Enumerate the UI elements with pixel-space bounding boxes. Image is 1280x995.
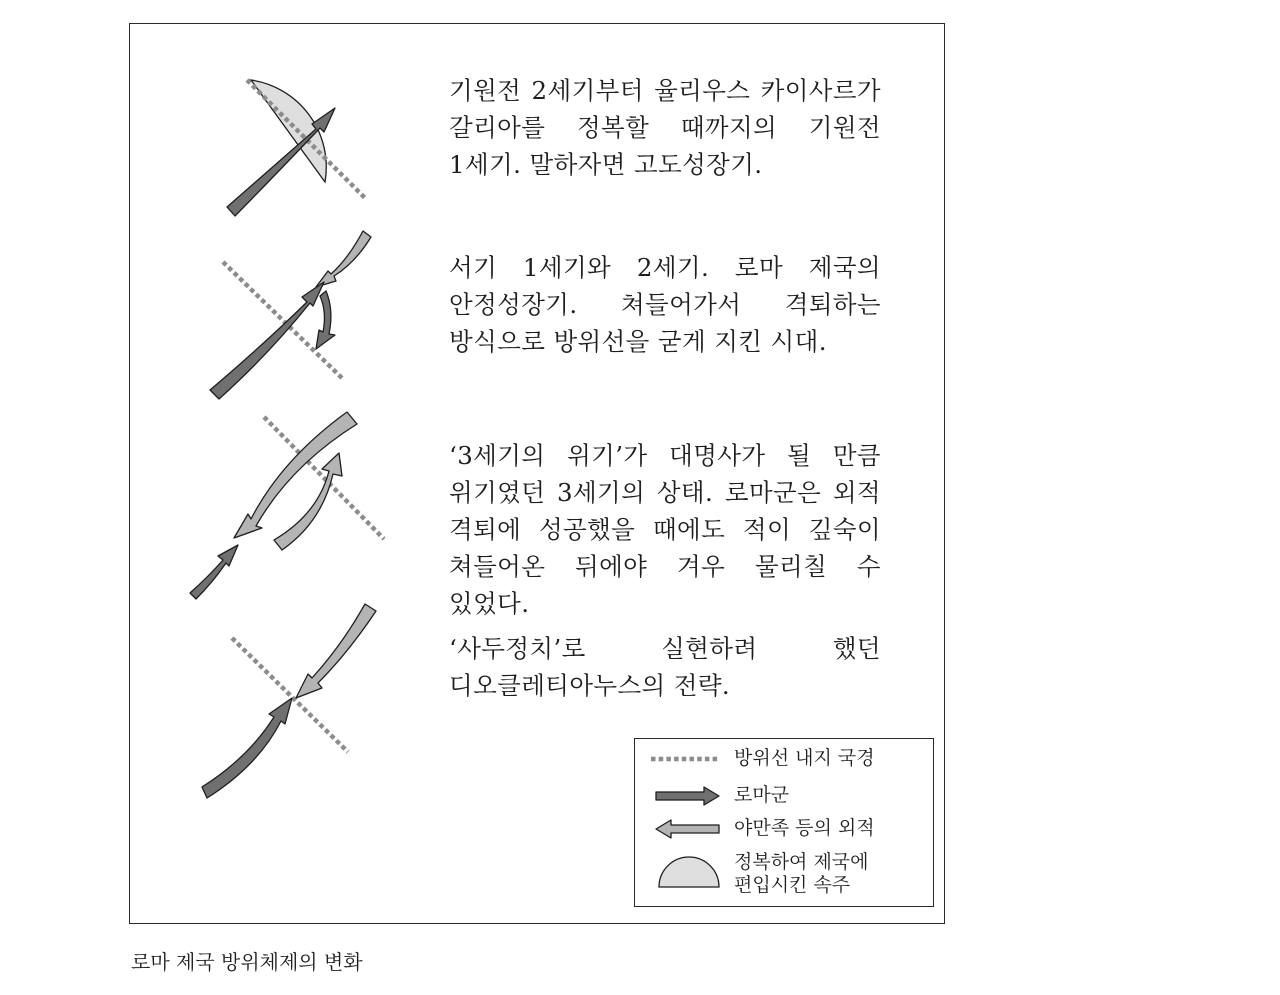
barbarian-arrow	[296, 604, 376, 698]
roman-army-arrow	[210, 282, 324, 399]
stage-2-description: 서기 1세기와 2세기. 로마 제국의 안정성장기. 쳐들어가서 격퇴하는 방식으로 방위선을 굳게 지킨 시대.	[449, 253, 881, 356]
figure-caption: 로마 제국 방위체제의 변화	[131, 950, 363, 974]
roman-repel-arrow	[274, 453, 342, 550]
stage-1-description: 기원전 2세기부터 율리우스 카이사르가 갈리아를 정복할 때까지의 기원전 1세기. 말하자면 고도성장기.	[449, 76, 881, 179]
roman-army-arrow	[190, 545, 238, 599]
stage-2-diagram	[210, 231, 371, 399]
legend-label-province: 정복하여 제국에 편입시킨 속주	[734, 851, 869, 896]
stage-4-diagram	[202, 604, 376, 798]
stage-4-description: ‘사두정치’로 실현하려 했던 디오클레티아누스의 전략.	[449, 634, 881, 700]
stage-3-diagram	[190, 412, 384, 599]
stage-3-description: ‘3세기의 위기’가 대명사가 될 만큼 위기였던 3세기의 상태. 로마군은 외적 격퇴에 성공했을 때에도 적이 깊숙이 쳐들어온 뒤에야 겨우 물리칠 수 있었다.	[449, 441, 881, 618]
barbarian-arrow	[316, 231, 371, 287]
legend-label-roman-army: 로마군	[734, 784, 790, 806]
legend-label-barbarian: 야만족 등의 외적	[734, 817, 875, 839]
stage-1-diagram	[227, 80, 366, 216]
roman-counter-arrow	[316, 291, 335, 349]
roman-army-arrow	[202, 698, 292, 798]
legend-label-frontier: 방위선 내지 국경	[734, 747, 875, 769]
